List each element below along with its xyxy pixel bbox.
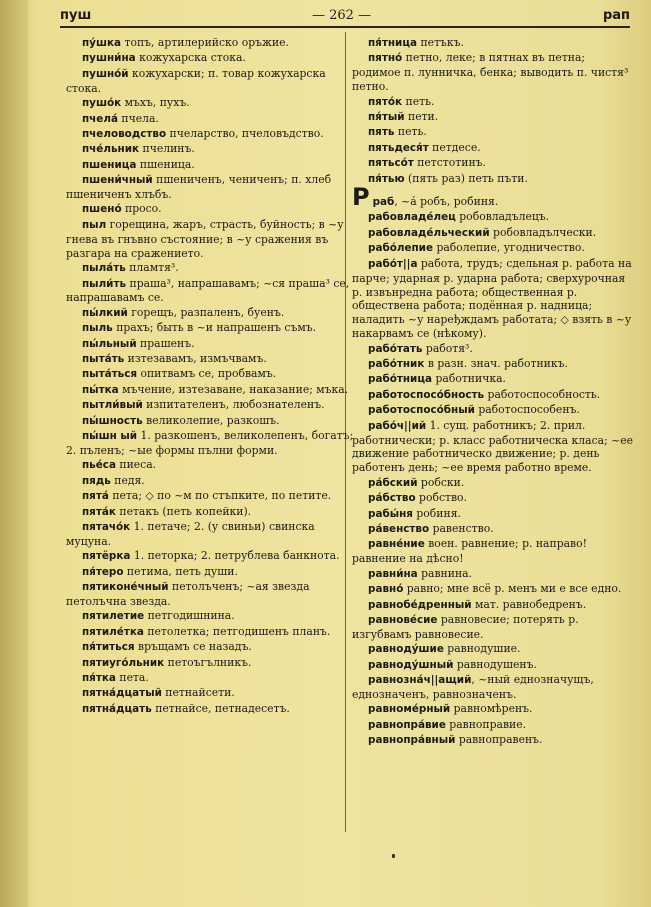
dictionary-entry [352,476,634,491]
entry-translation: петдесе. [428,140,481,154]
entry-headword: равноду́шие [368,643,444,656]
entry-headword: пы́льный [82,337,137,350]
entry-headword: рабо́лепие [368,242,434,255]
header-rule [60,26,630,28]
entry-translation: равенство. [429,522,494,535]
dictionary-entry [352,537,634,566]
entry-translation: работя³. [422,341,473,355]
entry-headword: рабы́ня [368,507,413,520]
dictionary-entry [352,582,634,597]
entry-translation: връщамъ се назадъ. [134,640,252,654]
dictionary-entry [66,321,354,336]
entry-headword: пы́шность [82,414,143,427]
entry-headword: пятиле́тка [82,625,144,638]
dictionary-entry [66,51,354,66]
entry-translation: 1. петаче; 2. (у свиньи) свинска муцуна. [66,520,315,548]
dictionary-entry [352,372,634,387]
entry-headword: пыла́ть [82,262,126,275]
entry-translation: великолепие, разкошъ. [142,413,280,427]
entry-translation: петно, леке; в пятнах въ петна; родимое п. лунничка, бенка; выводить п. чистя³ петно. [352,51,629,94]
entry-translation: пчела. [117,111,159,125]
dictionary-entry [66,67,354,96]
header-right-guide: рап [602,8,630,23]
entry-headword: пчеловодство [82,127,167,140]
entry-translation: пламтя³. [125,261,179,275]
entry-headword: пыль [82,322,113,335]
ink-mark [392,854,395,858]
dictionary-entry [352,183,634,212]
dictionary-entry [352,342,634,357]
entry-headword: работоспосо́бность [368,388,485,401]
dictionary-entry [66,549,354,564]
entry-headword: пятьсо́т [368,157,414,170]
page-number: — 262 — [312,8,372,23]
entry-translation: 1. разкошенъ, великолепенъ, богатъ; 2. пъленъ; ~ые формы пълни форми. [66,429,354,457]
entry-translation: топъ, артилерийско оръжие. [121,36,289,49]
entry-translation: равнодушенъ. [453,657,537,671]
dictionary-entry [66,686,354,701]
entry-translation: мъхъ, пухъ. [121,96,190,110]
entry-headword: пятно́ [368,52,403,65]
entry-translation: работничка. [432,372,506,386]
entry-headword: рабо́т||а [368,257,418,270]
dictionary-entry [66,96,354,111]
entry-headword: пу́шка [82,37,122,49]
dictionary-entry [352,110,634,125]
entry-headword: рабовладе́льческий [368,226,490,239]
entry-translation: (пять раз) петь пъти. [404,171,528,185]
dictionary-entry [66,458,354,473]
entry-translation: петолъченъ; ~ая звезда петолъчна звезда. [66,580,310,609]
entry-headword: пушни́на [82,52,136,65]
entry-headword: пыта́ть [82,353,125,366]
entry-translation: в разн. знач. работникъ. [424,357,568,371]
entry-translation: изтезавамъ, измъчвамъ. [124,352,267,366]
entry-headword: равнозна́ч||ащий [368,674,472,687]
entry-translation: 1. петорка; 2. петрублева банкнота. [130,549,340,563]
entry-headword: пье́са [82,459,116,472]
dictionary-entry [66,383,354,398]
entry-translation: петакъ (петь копейки). [115,504,252,518]
page-edge [0,0,28,907]
dictionary-entry [352,36,634,51]
entry-headword: равноду́шный [368,658,454,671]
dictionary-entry [352,613,634,642]
entry-headword: пятёрка [82,550,131,563]
dictionary-entry [66,474,354,489]
entry-headword: равноме́рный [368,703,451,716]
entry-translation: робски. [417,475,465,489]
entry-translation: робовладълецъ. [455,210,550,224]
entry-translation: равнина. [417,566,473,580]
entry-headword: пыли́ть [82,277,127,290]
drop-cap-letter: Р [352,183,370,212]
dictionary-entry [352,598,634,613]
dictionary-entry [352,172,634,187]
entry-translation: просо. [121,202,162,216]
entry-headword: равнопра́вный [368,734,456,747]
entry-headword: пшеница [82,158,137,171]
entry-headword: равнобе́дренный [368,598,472,611]
entry-translation: петнайсе, петнадесетъ. [151,701,290,715]
entry-headword: пятиконе́чный [82,581,169,594]
dictionary-entry [352,718,634,733]
dictionary-entry [66,337,354,352]
entry-translation: петгодишнина. [144,609,235,623]
page-header [60,6,630,28]
entry-headword: пя́тью [368,172,405,185]
dictionary-entry [66,36,354,51]
entry-headword: пы́лкий [82,306,128,319]
entry-headword: равни́на [368,567,418,580]
entry-translation: пета. [115,671,149,685]
entry-headword: равнове́сие [368,613,438,626]
dictionary-entry [66,671,354,686]
entry-translation: праша³, напрашавамъ; ~ся праша³ се, напрашавамъ се. [66,276,350,305]
dictionary-entry [352,567,634,582]
entry-headword: пы́тка [82,383,119,396]
entry-translation: пчелинъ. [139,142,195,156]
entry-headword: рабо́тник [368,358,425,371]
entry-headword: пятна́дцатый [82,687,162,700]
dictionary-entry [352,257,634,341]
dictionary-entry [66,261,354,276]
entry-headword: пытли́вый [82,399,143,412]
entry-translation: равноправенъ. [455,733,543,747]
entry-translation: петоъгълникъ. [164,655,252,669]
entry-headword: пятьдеся́т [368,141,429,154]
dictionary-entry [66,565,354,580]
entry-translation: пчеларство, пчеловъдство. [166,126,324,140]
entry-translation: работоспособность. [484,387,601,401]
entry-translation: петима, петь души. [123,564,238,578]
dictionary-entry [66,173,354,202]
entry-headword: пя́тка [82,672,116,685]
entry-headword: пя́тница [368,37,418,49]
dictionary-entry [66,306,354,321]
entry-translation: равномѣренъ. [450,702,533,716]
right-column [352,36,634,749]
entry-headword: пшени́чный [82,174,153,187]
dictionary-entry [66,158,354,173]
entry-headword: рабовладе́лец [368,211,456,224]
dictionary-entry [66,489,354,504]
entry-headword: пятачо́к [82,521,131,533]
entry-translation: петолетка; петгодишенъ планъ. [143,624,331,638]
entry-translation: 1. сущ. работникъ; 2. прил. работнически; р. класс работническа класа; ~ее движение работническо движение; р. день работенъ день; ~ее время работно време. [352,418,633,475]
entry-translation: педя. [110,473,145,487]
entry-headword: ра́бство [368,492,416,505]
left-column [66,36,354,717]
entry-headword: пядь [82,474,111,487]
entry-headword: пятна́дцать [82,702,152,715]
entry-headword: пя́теро [82,565,124,578]
entry-headword: пята́к [82,505,116,518]
entry-translation: равноправие. [445,717,527,731]
dictionary-entry [66,656,354,671]
dictionary-entry [352,642,634,657]
entry-translation: прахъ; быть в ~и напрашенъ съмъ. [112,321,317,335]
entry-headword: пчела́ [82,112,118,125]
dictionary-entry [66,112,354,127]
entry-headword: равнопра́вие [368,718,446,731]
entry-translation: пети. [404,110,439,124]
entry-translation: горещъ, разпаленъ, буенъ. [127,305,285,319]
entry-translation: робовладълчески. [489,225,597,239]
entry-translation: , ~а́ робъ, робиня. [394,195,499,209]
entry-headword: пушно́й [82,67,129,80]
entry-translation: прашенъ. [136,336,195,350]
entry-translation: горещина, жаръ, страсть, буйность; в ~у гнева въ гнъвно състояние; в ~у сражения въ разгара на сражението. [66,217,344,260]
dictionary-entry [352,357,634,372]
entry-headword: пять [368,126,395,139]
entry-translation: петнайсети. [161,686,235,700]
dictionary-entry [352,507,634,522]
entry-translation: пшениченъ, чениченъ; п. хлеб пшениченъ хлъбъ. [66,173,332,202]
dictionary-entry [352,491,634,506]
dictionary-entry [352,403,634,418]
entry-headword: пятилетие [82,610,145,623]
entry-headword: пята́ [82,490,109,503]
dictionary-entry [66,580,354,609]
entry-translation: пиеса. [115,458,157,472]
dictionary-entry [66,277,354,306]
entry-translation: пшеница. [136,157,195,171]
dictionary-entry [352,95,634,110]
dictionary-entry [66,609,354,624]
dictionary-entry [352,210,634,225]
dictionary-entry [66,202,354,217]
entry-translation: работа, трудъ; сдельная р. работа на парче; ударная р. ударна работа; сверхурочная р. извънредна работа; общественная р. обществена работа; подённая р. надница; наладить ~у наређждамъ работата; ◇ взять в ~у накарвамъ се (нѣкому). [352,256,632,341]
dictionary-entry [66,352,354,367]
dictionary-entry [66,429,354,458]
entry-headword: раб [372,196,395,209]
dictionary-entry [352,226,634,241]
entry-headword: пы́шн ый [82,430,138,443]
dictionary-entry [352,125,634,140]
entry-translation: кожухарска стока. [135,51,246,65]
entry-translation: мат. равнобедренъ. [471,597,587,611]
entry-translation: робство. [415,491,467,505]
entry-translation: кожухарски; п. товар кожухарска стока. [66,66,326,95]
entry-translation: мъчение, изтезаване, наказание; мъка. [118,382,349,396]
dictionary-entry [352,419,634,476]
entry-translation: изпитателенъ, любознателенъ. [142,398,325,412]
dictionary-entry [352,702,634,717]
entry-translation: робиня. [412,506,461,520]
header-left-guide: пуш [60,8,92,23]
entry-translation: , ~ный еднозначущъ, еднозначенъ, равнозначенъ. [352,673,594,701]
entry-translation: работоспособенъ. [474,403,580,417]
dictionary-entry [352,141,634,156]
entry-headword: пыл [82,218,107,231]
entry-headword: работоспосо́бный [368,404,475,417]
dictionary-entry [66,520,354,549]
entry-headword: пче́льник [82,143,140,156]
dictionary-entry [66,127,354,142]
entry-translation: равновесие; потерять р. изгубвамъ равновесие. [352,612,579,641]
dictionary-entry [352,388,634,403]
entry-headword: пшено́ [82,203,122,216]
entry-translation: петь. [402,94,435,108]
entry-headword: пыта́ться [82,368,138,381]
entry-headword: ра́бский [368,476,418,489]
dictionary-entry [352,673,634,702]
entry-headword: пя́тый [368,111,405,124]
dictionary-entry [66,640,354,655]
dictionary-entry [66,625,354,640]
dictionary-entry [66,398,354,413]
entry-translation: петъкъ. [417,36,464,49]
entry-headword: пя́титься [82,641,135,654]
entry-headword: рабо́тать [368,342,423,355]
entry-translation: равно; мне всё р. менъ ми е все едно. [403,582,622,596]
dictionary-entry [352,241,634,256]
dictionary-entry [352,658,634,673]
entry-translation: пета; ◇ по ~м по стъпките, по петите. [108,489,332,503]
dictionary-entry [66,142,354,157]
entry-translation: петстотинъ. [413,156,486,170]
entry-headword: ра́венство [368,523,430,535]
entry-translation: опитвамъ се, пробвамъ. [137,367,277,381]
entry-headword: пято́к [368,95,403,108]
dictionary-entry [66,218,354,261]
entry-translation: петь. [394,125,427,139]
dictionary-entry [66,367,354,382]
dictionary-entry [352,522,634,537]
dictionary-entry [66,505,354,520]
entry-headword: пушо́к [82,97,122,110]
entry-headword: равне́ние [368,538,425,551]
entry-headword: рабо́ч||ий [368,419,427,432]
dictionary-entry [352,156,634,171]
entry-headword: рабо́тница [368,373,433,386]
entry-translation: воен. равнение; р. направо! равнение на дѣсно! [352,537,587,566]
entry-headword: равно́ [368,583,404,596]
dictionary-entry [66,702,354,717]
dictionary-entry [352,51,634,94]
dictionary-entry [66,414,354,429]
dictionary-entry [352,733,634,748]
entry-headword: пятиуго́льник [82,656,165,669]
entry-translation: равнодушие. [443,642,521,656]
entry-translation: раболепие, угодничество. [433,241,585,255]
